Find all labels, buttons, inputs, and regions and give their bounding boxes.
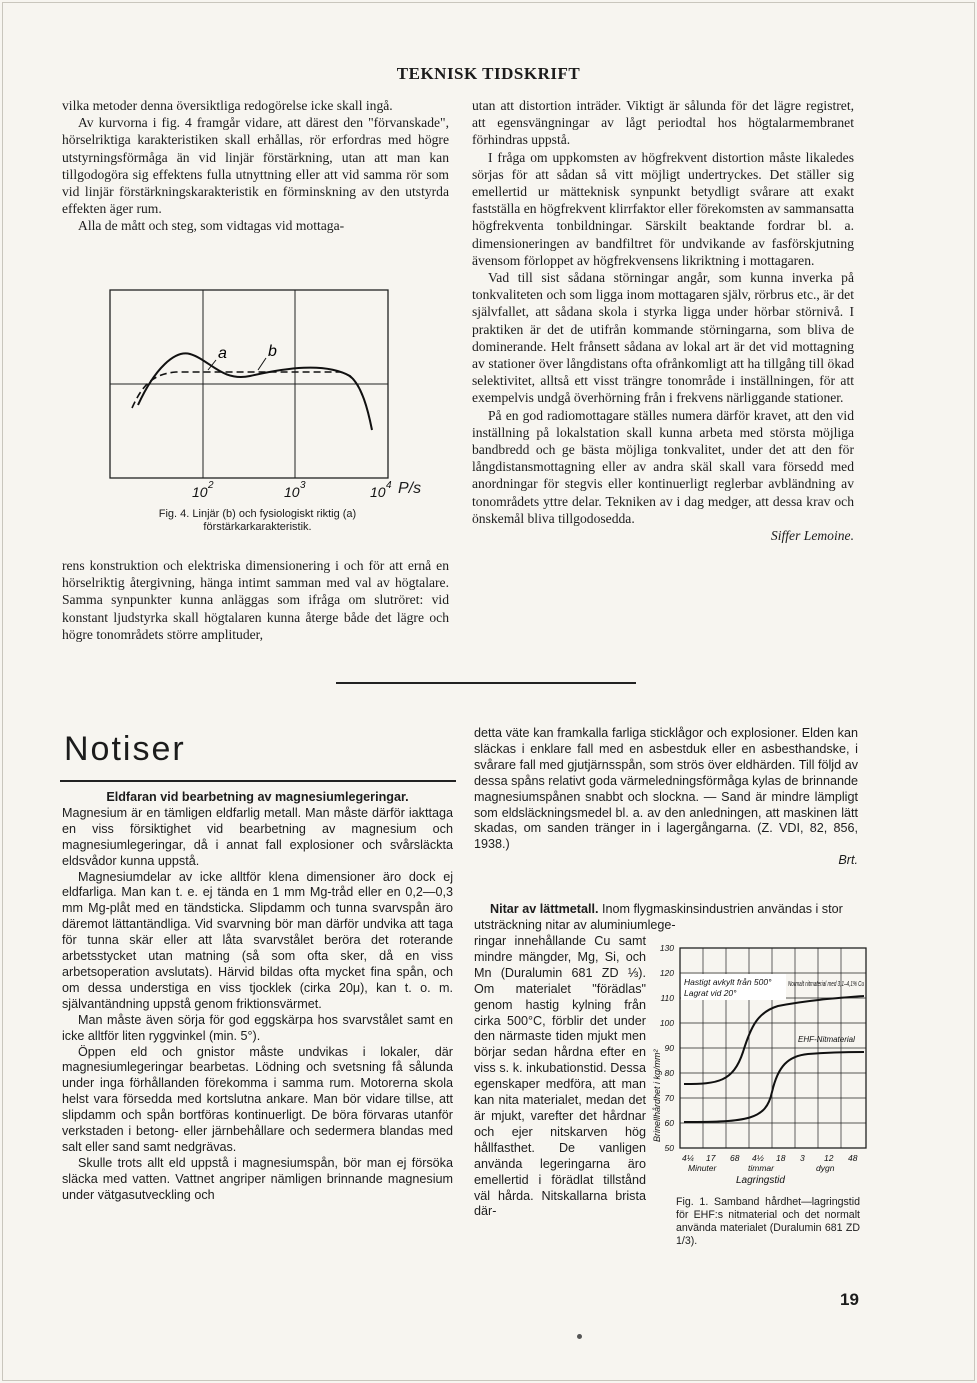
figure-4-caption: [80, 508, 435, 534]
legend-line: Hastigt avkylt från 500°: [684, 977, 772, 987]
curve-ehf-label: EHF-Nitmaterial: [798, 1035, 855, 1044]
paragraph: Skulle trots allt eld uppstå i magnesiumspån, bör man ej försöka släcka med vatten. Vattnet angriper nämligen brinnande magnesium under vätgasutveckling och: [62, 1155, 453, 1202]
x-tick-exponent: 2: [208, 480, 214, 491]
caption-line: Fig. 4. Linjär (b) och fysiologiskt riktig (a): [158, 508, 357, 520]
paragraph: Öppen eld och gnistor måste undvikas i lokaler, där magnesiumlegeringar bearbetas. Lödning och svetsning få sålunda under inga förhållanden förekomma i samma rum. Motorerna skola helst vara försedda med kortslutna ankare. Man bör vidare tillse, att slipdamm och spån bortföras kontinuerligt. De böra förvaras utanför verkstaden i betong- eller järnbehållare och sedermera blandas med salt eller sand samt nedgrävas.: [62, 1044, 453, 1154]
paragraph: utan att distortion inträder. Viktigt är sålunda för det lägre registret, att egensvängningar av lågt periodtal hos högtalarmembranet förhindras uppstå.: [472, 98, 854, 148]
y-tick-label: 70: [664, 1093, 674, 1103]
curve-ehf: [684, 1052, 864, 1122]
x-tick-label: 4½: [752, 1153, 764, 1163]
paragraph: Magnesium är en tämligen eldfarlig metall. Man måste därför iakttaga en viss försiktighet vid bearbetning av magnesium och magnesiumlegeringar, då i annat fall explosioner och svårsläckta eldsvådor kunna uppstå.: [62, 805, 453, 868]
notice-signature: Brt.: [838, 853, 858, 868]
curve-a-label: a: [218, 345, 227, 362]
x-tick-label: 10: [370, 484, 386, 500]
paragraph: I fråga om uppkomsten av högfrekvent distortion måste likaledes sörjas för att sådan så vitt möjligt undertryckes. Det ställer sig emellertid ur mätteknisk synpunkt betydligt svårare att exakt fastställa en högfrekvent klirrfaktor eller förekomsten av sammansatta högfrekventa tonbildningar. Särskilt beaktande fordrar bl. a. dimensioneringen av bandfiltret för undvikande av fasförskjutning ävensom förloppet av högfrekvensens likriktning i mottagaren.: [472, 149, 854, 268]
curve-normal-label: Normalt nitmaterial med 3,1–4,1% Cu: [788, 979, 865, 988]
paragraph: Inom flygmaskinsindustrien användas i stor utsträckning nitar av aluminiumlege-: [474, 902, 843, 932]
y-tick-label: 120: [659, 968, 674, 978]
x-group-label: dygn: [816, 1163, 835, 1173]
notiser-column-1: [62, 790, 453, 1204]
x-tick-label: 10: [192, 484, 208, 500]
article-column-1-continued: [62, 557, 449, 643]
y-tick-label: 60: [664, 1118, 674, 1128]
author-signature: Siffer Lemoine.: [770, 528, 854, 544]
print-speck: [577, 1334, 582, 1339]
x-tick-label: 18: [776, 1153, 786, 1163]
x-tick-label: 48: [848, 1153, 858, 1163]
paragraph: Magnesiumdelar av icke alltför klena dimensioner äro dock ej eldfarliga. Man kan t. e. ej tända en 1 mm Mg-tråd eller en 0,2—0,3 mm Mg-plåt med en tändsticka. Slipdamm och tunna svarvspån äro däremot lättantändliga. Vid svarvning bör man därför undvika att taga för tunna skär eller att låta svarvstålet beröra det roterande arbetsstycket utan matning (så som ofta sker, då en viss arbetsoperation avslutats). Härvid bildas ofta mycket fina spån, och om dessa understiga en viss tjocklek (cirka 20μ), kan t. o. m. självantändning uppstå genom friktionsvärmet.: [62, 869, 453, 1011]
fig4-pointer: [258, 358, 266, 370]
y-tick-label: 110: [660, 993, 674, 1003]
notiser-heading: Notiser: [64, 730, 186, 768]
nitar-body: ringar innehållande Cu samt mindre mängder, Mg, Si, och Mn (Duralumin 681 ZD ⅓). Om materialet "förädlas" genom hastig kylning från cirka 500°C, förblir det under den närmaste tiden mjukt men börjar sedan hårdna efter en viss s. k. inkubationstid. Dessa egenskaper medföra, att man kan nita materialet, medan det är mjukt, varefter det hårdnar och ejer nitskarven hög hållfasthet. De vanligen använda legeringarna äro emellertid i förädlat tillstånd väl hårda. Nitskallarna brista där-: [474, 934, 646, 1219]
x-tick-label: 17: [706, 1153, 716, 1163]
y-tick-label: 50: [664, 1143, 674, 1153]
heading-rule: [60, 780, 456, 782]
article-column-2: [472, 97, 854, 544]
curve-b-label: b: [268, 343, 277, 360]
page-number: 19: [840, 1290, 859, 1309]
notice-title: Eldfaran vid bearbetning av magnesiumlegeringar.: [106, 790, 409, 804]
x-tick-label: 12: [824, 1153, 834, 1163]
paragraph: rens konstruktion och elektriska dimensionering i och för att ernå en hörselriktig återgivning, hänga intimt samman med val av högtalare. Samma synpunkter kunna anläggas som ifråga om slutröret: vid konstant ljudstyrka skall högtalaren kunna återge både det lägre och högre tonområdets större amplituder,: [62, 558, 449, 642]
y-tick-label: 80: [664, 1068, 674, 1078]
nitar-intro: [474, 902, 858, 934]
section-divider: [336, 682, 636, 684]
x-group-label: Minuter: [688, 1163, 717, 1173]
y-tick-label: 130: [659, 943, 674, 953]
figure-4-chart: [110, 290, 400, 520]
legend-line: Lagrat vid 20°: [684, 988, 737, 998]
paragraph: Alla de mått och steg, som vidtagas vid mottaga-: [78, 218, 345, 234]
figure-1-caption: Fig. 1. Samband hårdhet—lagringstid för EHF:s nitmaterial och det normalt använda materialet (Duralumin 681 ZD 1/3).: [676, 1196, 860, 1247]
y-tick-label: 90: [664, 1043, 674, 1053]
fig4-unit: P/s: [398, 480, 422, 497]
y-axis-label: Brinellhårdhet i kg/mm²: [652, 1049, 662, 1142]
paragraph: Man måste även sörja för god eggskärpa hos svarvstålet samt en icke alltför liten ryggvinkel (min. 5°).: [62, 1012, 453, 1043]
curve-a: [138, 353, 372, 430]
notiser-column-2: [474, 726, 858, 869]
x-tick-exponent: 3: [300, 480, 306, 491]
x-axis-label: Lagringstid: [736, 1175, 785, 1186]
x-tick-label: 4¼: [682, 1153, 694, 1163]
paragraph: Vad till sist sådana störningar angår, som kunna inverka på tonkvaliteten och som ligga inom mottagaren själv, rörbrus etc., är det självfallet, att sådana skola i styrka ligga under hörbar störnivå. I praktiken är det de utifrån kommande störningarna, som bliva de dominerande. Helt frånsett sådana av lokal art är det vid mottagning av stationer över långdistans ofta ofrånkomligt att ha tillgång till ökad selektivitet, alltså ett visst trängre tonområde i inställningen, för att exempelvis undgå överhörning från i frekvens närliggande stationer.: [472, 270, 854, 406]
journal-header: TEKNISK TIDSKRIFT: [396, 64, 581, 83]
x-tick-label: 68: [730, 1153, 740, 1163]
x-group-label: timmar: [748, 1163, 774, 1173]
x-tick-label: 3: [800, 1153, 805, 1163]
x-tick-label: 10: [284, 484, 300, 500]
paragraph: detta väte kan framkalla farliga sticklågor och explosioner. Elden kan släckas i enklare fall med en asbestduk eller en asbesthandske, i svårare fall med gjutjärnsspån, som strös över eldhärden. Till följd av dessa spåns relativt goda värmeledningsförmåga kylas de brinnande magnesiumspånen snabbt och slockna. — Sand är mindre lämpligt som eldsläckningsmedel bl. a. av den anledningen, att maskinen lätt skadas, om sanden tränger in i lagergångarna. (Z. VDI, 82, 856, 1938.): [474, 726, 858, 852]
figure-1-chart: [648, 942, 868, 1192]
paragraph: Av kurvorna i fig. 4 framgår vidare, att därest den "förvanskade", hörselriktiga karakteristiken skall erhållas, rör erfordras med högre utstyrningsförmåga än vid linjär förstärkning, utan att man kan tillgodogöra sig effektens fulla utnyttning eller att vid samma rör som vid linjär förstärkningskarakteristik en förminskning av den utstyrda effekten äger rum.: [62, 115, 449, 217]
article-column-1: [62, 97, 449, 235]
paragraph: På en god radiomottagare ställes numera därför kravet, att den vid inställning på lokalstation skall kunna arbeta med största möjliga bandbredd och ge bästa möjliga tonkvalitet, under det att den för långdistansmottagning eller av andra skäl skall vara försedd med anordningar för stegvis eller kontinuerligt reglerbar avbländning av tonområdets yttre delar. Tekniken av i dag medger, att dessa krav och önskemål bliva tillgodosedda.: [472, 407, 854, 526]
caption-line: förstärkarkarakteristik.: [203, 521, 312, 533]
notice-title: Nitar av lättmetall.: [490, 902, 599, 916]
x-tick-exponent: 4: [386, 480, 392, 491]
y-tick-label: 100: [659, 1018, 674, 1028]
paragraph: vilka metoder denna översiktliga redogörelse icke skall ingå.: [62, 98, 393, 113]
